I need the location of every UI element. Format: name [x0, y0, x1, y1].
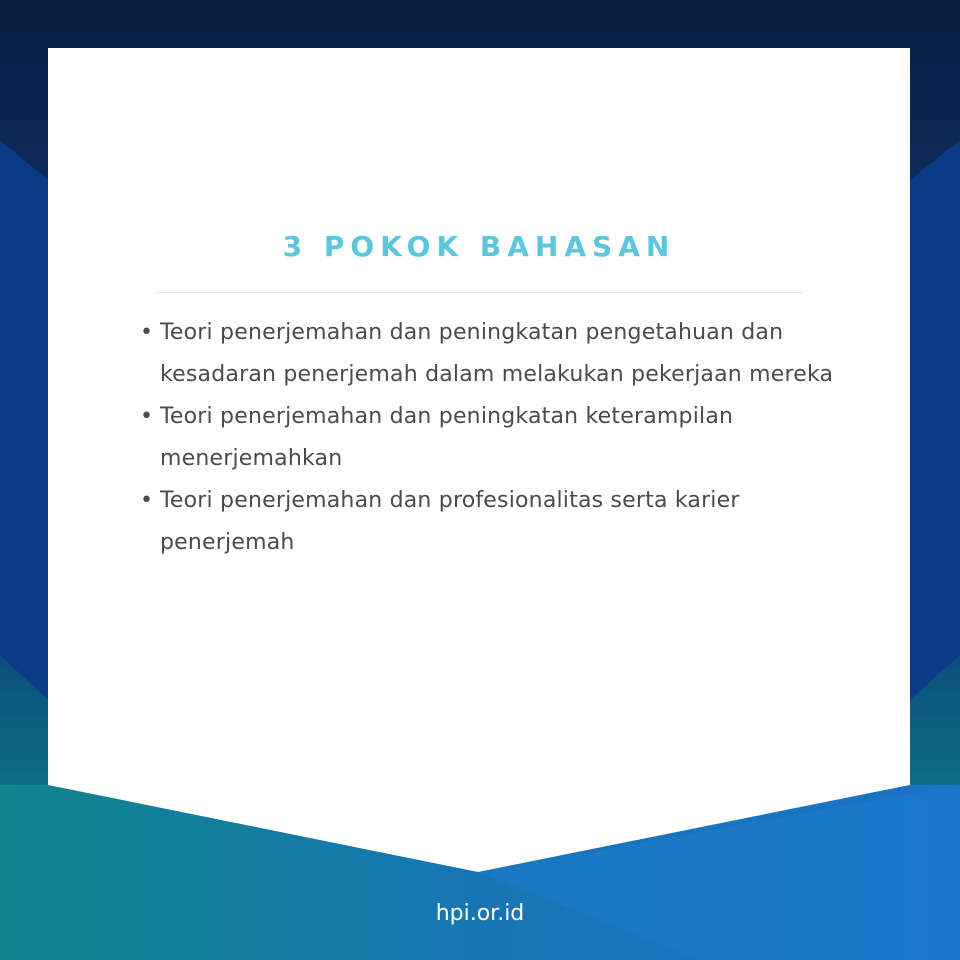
- topic-list: [138, 312, 838, 564]
- list-item: [138, 480, 838, 564]
- topic-text: Teori penerjemahan dan peningkatan keterampilan menerjemahkan: [160, 404, 734, 471]
- site-url: hpi.or.id: [435, 901, 525, 926]
- right-side-facet: [910, 140, 960, 700]
- left-side-facet: [0, 140, 48, 700]
- topic-text: Teori penerjemahan dan profesionalitas serta karier penerjemah: [160, 488, 740, 555]
- bullet-icon: •: [140, 404, 154, 429]
- page-title: 3 POKOK BAHASAN: [282, 230, 676, 263]
- bullet-icon: •: [140, 488, 154, 513]
- list-item: [138, 396, 838, 480]
- bullet-icon: •: [140, 320, 154, 345]
- topic-text: Teori penerjemahan dan peningkatan pengetahuan dan kesadaran penerjemah dalam melakukan pekerjaan mereka: [160, 320, 834, 387]
- list-item: [138, 312, 838, 396]
- title-divider: [155, 292, 803, 293]
